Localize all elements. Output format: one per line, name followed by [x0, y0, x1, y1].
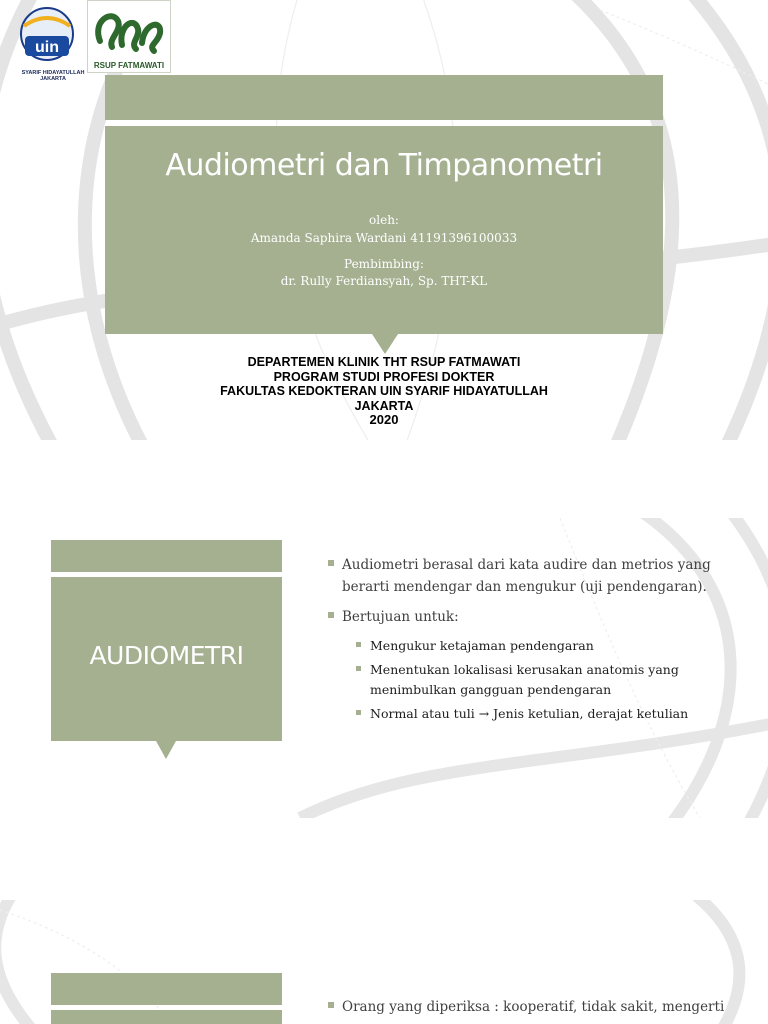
- bullet-square-icon: [356, 710, 361, 715]
- heading-pointer-triangle: [156, 741, 176, 759]
- department-block: [0, 355, 768, 428]
- bullet-square-icon: [328, 560, 334, 566]
- supervisor-line: dr. Rully Ferdiansyah, Sp. THT-KL: [280, 274, 488, 288]
- list-item: Orang yang diperiksa : kooperatif, tidak sakit, mengerti: [328, 996, 748, 1018]
- dept-line: DEPARTEMEN KLINIK THT RSUP FATMAWATI: [247, 355, 521, 369]
- uin-logo-caption: SYARIF HIDAYATULLAH JAKARTA: [21, 70, 85, 82]
- heading-strip: [51, 540, 282, 572]
- sub-list-item: Mengukur ketajaman pendengaran: [356, 636, 730, 656]
- bullet-list: [328, 996, 748, 1024]
- bullet-square-icon: [328, 612, 334, 618]
- slide-title: Audiometri dan Timpanometri: [165, 148, 603, 183]
- dept-line: JAKARTA: [354, 398, 414, 413]
- audiometri-slide: [0, 518, 768, 818]
- supervisor-label: Pembimbing:: [344, 257, 424, 271]
- svg-text:uin: uin: [35, 39, 59, 56]
- sub-list-item: Normal atau tuli → Jenis ketulian, derajat ketulian: [356, 704, 730, 724]
- bullet-square-icon: [328, 1002, 334, 1008]
- next-slide-partial: [0, 900, 768, 1024]
- dept-line: PROGRAM STUDI PROFESI DOKTER: [273, 369, 495, 384]
- heading-box: [51, 577, 282, 741]
- by-label: oleh:: [369, 213, 399, 227]
- rsup-fatmawati-logo: [87, 0, 171, 73]
- heading-box: [51, 1010, 282, 1024]
- list-item: Bertujuan untuk:: [328, 606, 748, 628]
- dept-line: FAKULTAS KEDOKTERAN UIN SYARIF HIDAYATULLAH: [220, 384, 548, 398]
- rsup-logo-caption: RSUP FATMAWATI: [93, 61, 165, 70]
- title-slide: [0, 0, 768, 440]
- list-item: Audiometri berasal dari kata audire dan metrios yang berarti mendengar dan mengukur (uji pendengaran).: [328, 554, 748, 598]
- bullet-square-icon: [356, 642, 361, 647]
- uin-logo: [8, 4, 86, 82]
- bullet-list: [328, 554, 748, 728]
- author-line: Amanda Saphira Wardani 41191396100033: [250, 231, 518, 245]
- title-box: [105, 126, 663, 334]
- year: 2020: [369, 412, 399, 427]
- header-strip: [105, 75, 663, 120]
- bullet-square-icon: [356, 666, 361, 671]
- title-pointer-triangle: [372, 334, 398, 354]
- section-heading: AUDIOMETRI: [89, 641, 244, 670]
- heading-strip: [51, 973, 282, 1005]
- sub-list-item: Menentukan lokalisasi kerusakan anatomis yang menimbulkan gangguan pendengaran: [356, 660, 730, 700]
